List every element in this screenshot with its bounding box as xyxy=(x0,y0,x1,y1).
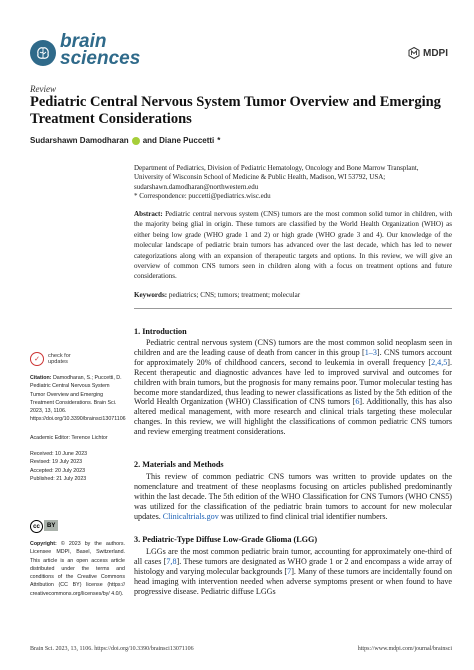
article-title: Pediatric Central Nervous System Tumor Overview and Emerging Treatment Considerations xyxy=(30,94,441,127)
publisher-logo[interactable]: MDPI xyxy=(408,47,448,59)
paragraph: This review of common pediatric CNS tumors was written to provide updates on the nomenclature and treatment of these neoplasms focusing on articles published predominantly within the last decade. The 5th edition of the WHO Classification for CNS Tumors (WHO CNS5) was utilized for the classification of the pediatric brain tumors to account for new molecular updates. Clinicaltrials.gov was utilized to find clinical trial identifier numbers. xyxy=(134,472,452,521)
section-heading: 2. Materials and Methods xyxy=(134,460,224,469)
corresponding-mark: * xyxy=(217,136,221,145)
section-heading: 3. Pediatric-Type Diffuse Low-Grade Glioma (LGG) xyxy=(134,535,318,544)
article-type: Review xyxy=(30,84,56,94)
external-link[interactable]: Clinicaltrials.gov xyxy=(162,511,219,521)
correspondence: * Correspondence: puccetti@pediatrics.wisc.edu xyxy=(134,191,271,200)
academic-editor: Academic Editor: Terence Lichtor xyxy=(30,435,108,441)
footer-citation[interactable]: Brain Sci. 2023, 13, 1106. https://doi.org/10.3390/brainsci13071106 xyxy=(30,646,194,652)
abstract: Abstract: Pediatric central nervous system (CNS) tumors are the most common solid tumor in children, with the majority being glial in origin. These tumors are classified by the World Health Organization (WHO) as either being low grade (WHO grade 1 and 2) or high grade (WHO grade 3 and 4). Our knowledge of the molecular landscape of pediatric brain tumors has advanced over the last decade, which has led to newer categorizations along with an expansion of therapeutic targets and options. In this review, we will give an overview of common CNS tumors seen in children along with a focus on treatment options and future considerations. xyxy=(134,210,453,281)
citation-link[interactable]: 7,8 xyxy=(166,556,177,566)
citation-link[interactable]: 6 xyxy=(355,397,360,407)
brain-icon xyxy=(34,44,52,62)
citation: Citation: Damodharan, S.; Puccetti, D. Pediatric Central Nervous System Tumor Overview and Emerging Treatment Considerations. Brain Sci. 2023, 13, 1106. https://doi.org/10.3390/brainsci13071106 xyxy=(30,375,126,423)
citation-link[interactable]: 7 xyxy=(287,566,292,576)
author-email[interactable]: sudarshawn.damodharan@northwestern.edu xyxy=(134,182,259,191)
updates-icon: ✓ xyxy=(30,352,44,366)
divider xyxy=(134,308,452,309)
paragraph: LGGs are the most common pediatric brain tumor, accounting for approximately one-third of all cases [7,8]. These tumors are designated as WHO grade 1 or 2 and encompass a wide array of histology and varying molecular backgrounds [7]. Many of these tumors are incidentally found on head imaging with intervention needed when adverse symptoms present or when found to have progressive disease. Pediatric diffuse LGGs xyxy=(134,547,452,596)
affiliation: Department of Pediatrics, Division of Pediatric Hematology, Oncology and Bone Marrow Transplant, University of Wisconsin School of Medicine & Public Health, Madison, WI 53792, USA; sudarshawn.damodharan@northwestern.edu * Correspondence: puccetti@pediatrics.wisc.edu xyxy=(134,164,454,201)
paragraph: Pediatric central nervous system (CNS) tumors are the most common solid neoplasm seen in children and are the leading cause of death from cancer in this group [1–3]. CNS tumors account for approximately 20% of childhood cancers, second to leukemia in overall frequency [2,4,5]. Recent therapeutic and diagnostic advances have led to improved survival and outcomes for children with brain tumors, but the prognosis for many remains poor. Tumor molecular testing has become more standardized, thus leading to newer classifications as listed by the 5th edition of the World Health Organization (WHO) Classification of CNS tumors [6]. Additionally, this has also altered medical management, with more research and clinical trials targeting these molecular changes. In this review, we will highlight the classifications of common pediatric CNS tumors and review emerging treatment considerations. xyxy=(134,338,452,437)
author-list xyxy=(30,136,220,145)
page-footer xyxy=(30,646,452,652)
section-heading: 1. Introduction xyxy=(134,327,187,336)
author-name[interactable]: Sudarshawn Damodharan xyxy=(30,136,129,145)
citation-link[interactable]: 1–3 xyxy=(364,347,377,357)
keywords: Keywords: pediatrics; CNS; tumors; treatment; molecular xyxy=(134,291,301,299)
journal-name: brain sciences xyxy=(60,31,141,69)
by-icon: BY xyxy=(44,520,58,531)
dates: Received: 10 June 2023 Revised: 19 July 2023 Accepted: 20 July 2023 Published: 21 July 2023 xyxy=(30,451,88,482)
footer-journal-link[interactable]: https://www.mdpi.com/journal/brainsci xyxy=(357,646,452,652)
orcid-icon[interactable] xyxy=(132,137,140,145)
journal-logo-icon xyxy=(30,40,56,66)
copyright: Copyright: © 2023 by the authors. Licensee MDPI, Basel, Switzerland. This article is an open access article distributed under the terms and conditions of the Creative Commons Attribution (CC BY) license (https:// creativecommons.org/licenses/by/ 4.0/). xyxy=(30,541,125,597)
cc-license-badge[interactable] xyxy=(30,520,58,533)
check-for-updates-button[interactable]: ✓ check for updates xyxy=(30,352,80,366)
mdpi-icon xyxy=(408,47,420,59)
author-name[interactable]: and Diane Puccetti xyxy=(142,136,215,145)
creative-commons-icon: cc xyxy=(30,520,43,533)
citation-link[interactable]: 2,4,5 xyxy=(431,357,448,367)
